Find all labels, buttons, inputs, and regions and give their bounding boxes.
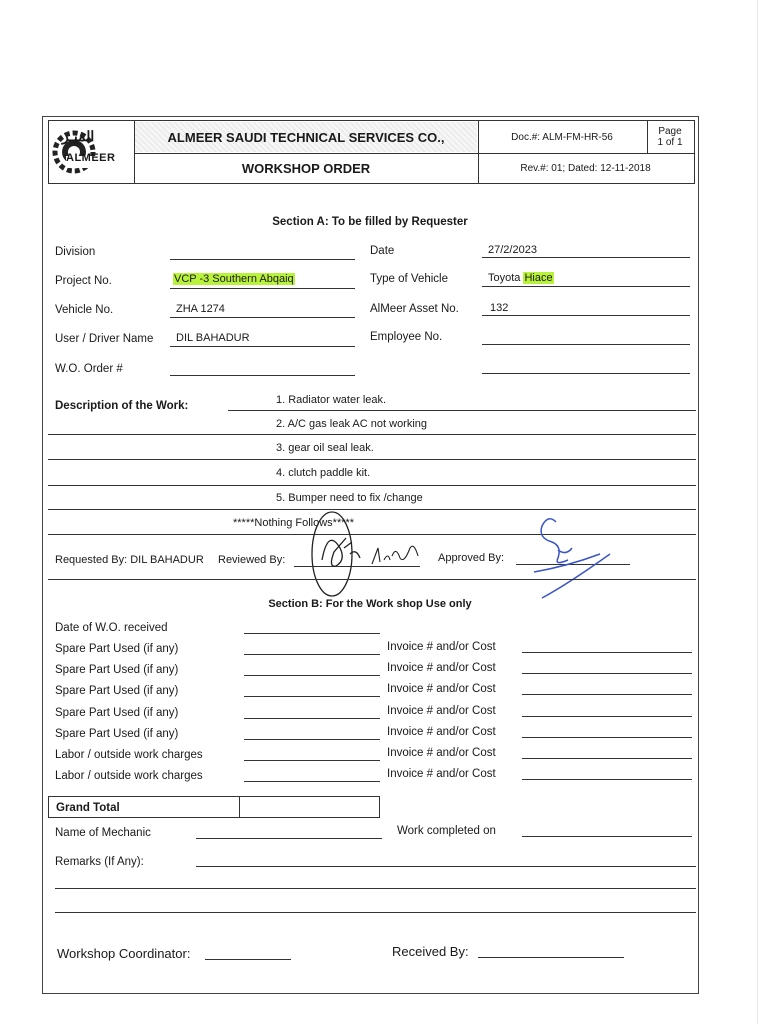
invoice-label: Invoice # and/or Cost — [387, 662, 496, 674]
spare-part-label: Spare Part Used (if any) — [55, 728, 179, 740]
wo-order-label: W.O. Order # — [55, 363, 123, 375]
vehicle-type-value — [488, 272, 554, 284]
page-label: Page — [658, 126, 682, 137]
approver-signature — [528, 510, 618, 602]
date-received-label: Date of W.O. received — [55, 622, 168, 634]
reviewed-by-label: Reviewed By: — [218, 554, 286, 566]
coordinator-label: Workshop Coordinator: — [57, 946, 191, 961]
work-line — [48, 459, 696, 460]
work-item: 4. clutch paddle kit. — [276, 467, 371, 479]
asset-value: 132 — [490, 302, 509, 314]
remarks-line — [55, 912, 696, 913]
date-line — [482, 257, 690, 258]
approved-by-label: Approved By: — [438, 552, 505, 564]
vehicle-type-model: Hiace — [524, 272, 553, 284]
wo-extra-line — [482, 373, 690, 374]
spare-part-line — [244, 696, 380, 697]
description-label: Description of the Work: — [55, 400, 189, 412]
spare-part-label: Spare Part Used (if any) — [55, 685, 179, 697]
coordinator-line — [205, 959, 291, 960]
wo-order-line — [170, 375, 355, 376]
section-b-title: Section B: For the Work shop Use only — [268, 598, 472, 610]
remarks-label: Remarks (If Any): — [55, 856, 144, 868]
invoice-label: Invoice # and/or Cost — [387, 705, 496, 717]
logo-text: ALMEER — [66, 152, 116, 164]
spare-part-line — [244, 654, 380, 655]
invoice-label: Invoice # and/or Cost — [387, 747, 496, 759]
employee-label: Employee No. — [370, 331, 443, 343]
asset-label: AlMeer Asset No. — [370, 303, 459, 315]
mechanic-label: Name of Mechanic — [55, 827, 151, 839]
spare-part-line — [244, 718, 380, 719]
project-value-text: VCP -3 Southern Abqaiq — [174, 273, 294, 285]
vehicle-no-line — [170, 317, 355, 318]
work-line — [228, 410, 696, 411]
driver-label: User / Driver Name — [55, 333, 154, 345]
invoice-label: Invoice # and/or Cost — [387, 641, 496, 653]
driver-line — [170, 346, 355, 347]
employee-line — [482, 344, 690, 345]
labor-label: Labor / outside work charges — [55, 749, 203, 761]
received-by-label: Received By: — [392, 944, 469, 959]
logo-arabic-text: الميـر — [62, 128, 95, 144]
invoice-line — [522, 652, 692, 653]
project-label: Project No. — [55, 275, 112, 287]
received-by-line — [478, 957, 624, 958]
remarks-line — [55, 888, 696, 889]
asset-line — [482, 315, 690, 316]
division-label: Division — [55, 246, 96, 258]
reviewer-signature — [300, 508, 430, 600]
vehicle-type-label: Type of Vehicle — [370, 273, 448, 285]
company-name: ALMEER SAUDI TECHNICAL SERVICES CO., — [135, 122, 477, 152]
date-value: 27/2/2023 — [488, 244, 537, 256]
vehicle-type-make: Toyota — [488, 272, 521, 284]
page-number — [647, 122, 693, 152]
revision-info: Rev.#: 01; Dated: 12-11-2018 — [520, 162, 651, 174]
labor-line — [244, 781, 380, 782]
invoice-line — [522, 737, 692, 738]
invoice-line — [522, 758, 692, 759]
project-line — [170, 288, 355, 289]
work-line — [48, 434, 696, 435]
labor-line — [244, 760, 380, 761]
doc-number: Doc.#: ALM-FM-HR-56 — [511, 131, 613, 143]
invoice-line — [522, 673, 692, 674]
form-title: WORKSHOP ORDER — [241, 160, 371, 176]
work-completed-label: Work completed on — [397, 825, 496, 837]
vehicle-no-label: Vehicle No. — [55, 304, 114, 316]
spare-part-line — [244, 675, 380, 676]
work-item: 5. Bumper need to fix /change — [276, 492, 423, 504]
date-received-line — [244, 633, 380, 634]
date-label: Date — [370, 245, 395, 257]
mechanic-line — [196, 838, 382, 839]
project-value — [173, 273, 295, 285]
page-edge — [757, 0, 758, 1024]
spare-part-label: Spare Part Used (if any) — [55, 707, 179, 719]
section-divider — [48, 579, 696, 580]
work-completed-line — [522, 836, 692, 837]
page-of: 1 of 1 — [657, 137, 683, 148]
spare-part-label: Spare Part Used (if any) — [55, 664, 179, 676]
work-item: 3. gear oil seal leak. — [276, 442, 374, 454]
work-item: 2. A/C gas leak AC not working — [276, 418, 428, 430]
grand-total-label: Grand Total — [56, 802, 120, 814]
invoice-line — [522, 779, 692, 780]
nothing-follows: *****Nothing Follows***** — [233, 517, 355, 529]
spare-part-label: Spare Part Used (if any) — [55, 643, 179, 655]
invoice-label: Invoice # and/or Cost — [387, 768, 496, 780]
invoice-label: Invoice # and/or Cost — [387, 726, 496, 738]
section-a-title: Section A: To be filled by Requester — [272, 216, 468, 228]
invoice-line — [522, 716, 692, 717]
work-item: 1. Radiator water leak. — [276, 394, 387, 406]
remarks-line — [196, 866, 696, 867]
work-line — [48, 485, 696, 486]
vehicle-type-line — [482, 286, 690, 287]
division-line — [170, 259, 355, 260]
requested-by: Requested By: DIL BAHADUR — [55, 554, 204, 566]
labor-label: Labor / outside work charges — [55, 770, 203, 782]
invoice-line — [522, 694, 692, 695]
vehicle-no-value: ZHA 1274 — [176, 303, 225, 315]
spare-part-line — [244, 739, 380, 740]
driver-value: DIL BAHADUR — [176, 332, 250, 344]
invoice-label: Invoice # and/or Cost — [387, 683, 496, 695]
